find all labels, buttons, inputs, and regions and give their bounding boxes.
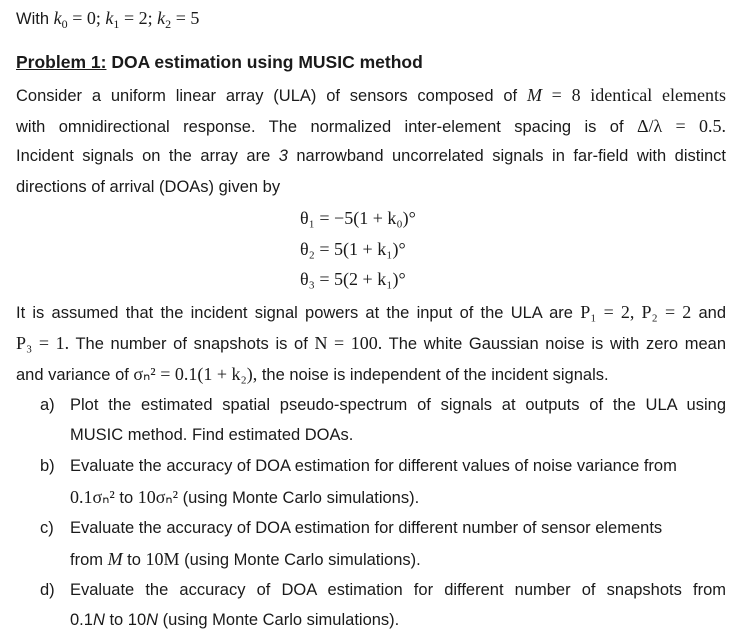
- paragraph1-line4: directions of arrival (DOAs) given by: [16, 178, 281, 196]
- item-b-marker: b): [40, 457, 55, 475]
- item-c-line2: from M to 10M (using Monte Carlo simulations).: [70, 549, 421, 569]
- given-prefix: With: [16, 10, 49, 28]
- given-line: With $k_0 = 0$; $k_1 = 2$; $k_2 = 5$: [16, 8, 200, 31]
- item-a-line2: MUSIC method. Find estimated DOAs.: [70, 426, 354, 444]
- problem-heading: [16, 52, 423, 73]
- paragraph2-line3: and variance of σₙ² = 0.1(1 + k₂), the noise is independent of the incident signals.: [16, 364, 609, 384]
- item-b-line1: Evaluate the accuracy of DOA estimation for different values of noise variance from: [70, 457, 677, 475]
- equation-theta2: θ₂ = 5(1 + k₁)°: [300, 239, 406, 259]
- item-c-marker: c): [40, 519, 54, 537]
- item-c-line1: Evaluate the accuracy of DOA estimation for different number of sensor elements: [70, 519, 663, 537]
- paragraph1-line1: Consider a uniform linear array (ULA) of sensors composed of M = 8 identical elements: [16, 85, 726, 105]
- item-b-line2: 0.1σₙ² to 10σₙ² (using Monte Carlo simulations).: [70, 487, 420, 507]
- item-d-marker: d): [40, 581, 55, 599]
- k2-value: 5: [190, 8, 200, 28]
- k1-value: 2;: [138, 8, 158, 28]
- item-d-line2: 0.1N to 10N (using Monte Carlo simulations).: [70, 611, 400, 629]
- paragraph1-line2: with omnidirectional response. The normalized inter-element spacing is of Δ/λ = 0.5.: [16, 116, 726, 136]
- paragraph1-line3: Incident signals on the array are 3 narrowband uncorrelated signals in far-field with distinct: [16, 147, 726, 165]
- paragraph2-line1: It is assumed that the incident signal powers at the input of the ULA are P₁ = 2, P₂ = 2 and: [16, 302, 727, 322]
- problem-title: DOA estimation using MUSIC method: [106, 52, 423, 72]
- item-d-line1: Evaluate the accuracy of DOA estimation for different number of snapshots from: [70, 581, 726, 599]
- item-a-line1: Plot the estimated spatial pseudo-spectrum of signals at outputs of the ULA using: [70, 396, 726, 414]
- paragraph2-line2: P₃ = 1. The number of snapshots is of N = 100. The white Gaussian noise is with zero mean: [16, 333, 727, 353]
- equation-theta3: θ₃ = 5(2 + k₁)°: [300, 269, 406, 289]
- equation-theta1: θ₁ = −5(1 + k₀)°: [300, 208, 416, 228]
- k0-value: 0;: [86, 8, 106, 28]
- problem-label: Problem 1:: [16, 52, 107, 72]
- item-a-marker: a): [40, 396, 55, 414]
